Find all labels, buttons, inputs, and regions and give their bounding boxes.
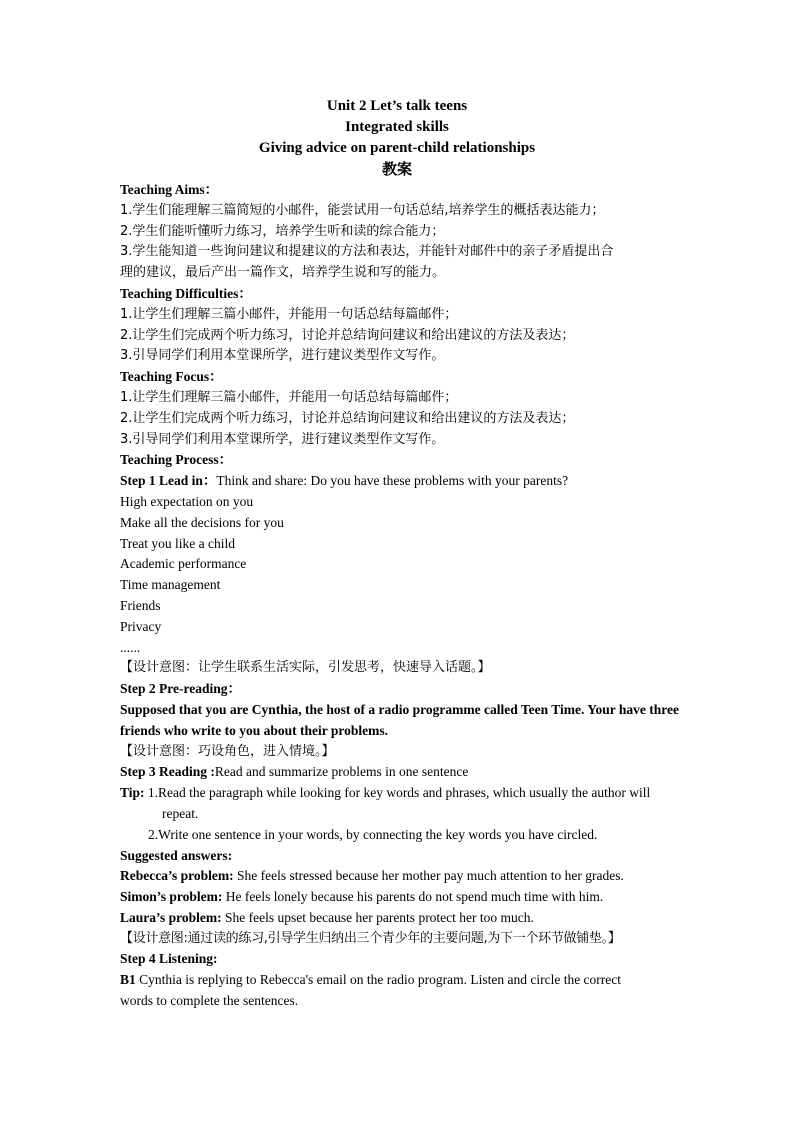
b1-text: Cynthia is replying to Rebecca's email on the radio program. Listen and circle the correct xyxy=(139,972,622,988)
document-body xyxy=(120,180,690,1012)
answer-rebecca xyxy=(120,866,690,887)
aims-item-3-cont: 理的建议，最后产出一篇作文，培养学生说和写的能力。 xyxy=(120,265,446,281)
design-intent-1: 【设计意图：让学生联系生活实际，引发思考，快速导入话题。】 xyxy=(120,660,491,676)
step3-line xyxy=(120,762,690,783)
b1-continuation: words to complete the sentences. xyxy=(120,993,299,1009)
answer-text: She feels upset because her parents protect her too much. xyxy=(225,909,534,925)
aims-item-1: 1.学生们能理解三篇简短的小邮件，能尝试用一句话总结,培养学生的概括表达能力； xyxy=(120,202,605,218)
tip-2-text: 2.Write one sentence in your words, by connecting the key words you have circled. xyxy=(148,826,598,842)
step2-text: Supposed that you are Cynthia, the host of a radio programme called Teen Time. Your have three friends who write to you about their problems. xyxy=(120,701,680,738)
answer-simon xyxy=(120,887,690,908)
focus-heading: Teaching Focus： xyxy=(120,369,223,385)
design-intent-3: 【设计意图:通过读的练习,引导学生归纳出三个青少年的主要问题,为下一个环节做铺垫。】 xyxy=(120,930,621,946)
step4-label: Step 4 Listening: xyxy=(120,951,218,967)
section-title: Integrated skills xyxy=(345,119,449,135)
problem-item-ellipsis: ...... xyxy=(120,639,141,655)
suggested-answers-heading: Suggested answers: xyxy=(120,847,233,863)
step1-label: Step 1 Lead in： xyxy=(120,473,217,489)
problem-item-4: Academic performance xyxy=(120,556,247,572)
difficulties-item-2: 2.让学生们完成两个听力练习，讨论并总结询问建议和给出建议的方法及表达； xyxy=(120,327,575,343)
answer-text: He feels lonely because his parents do not spend much time with him. xyxy=(225,889,604,905)
difficulties-item-3: 3.引导同学们利用本堂课所学，进行建议类型作文写作。 xyxy=(120,348,445,364)
topic-title: Giving advice on parent-child relationships xyxy=(258,140,536,156)
b1-label: B1 xyxy=(120,972,140,988)
answer-text: She feels stressed because her mother pay much attention to her grades. xyxy=(236,868,624,884)
problem-item-5: Time management xyxy=(120,577,221,593)
step2-label: Step 2 Pre-reading： xyxy=(120,681,241,697)
step3-text: Read and summarize problems in one sentence xyxy=(214,764,469,780)
design-intent-2: 【设计意图：巧设角色，进入情境。】 xyxy=(120,743,335,759)
tip-label: Tip: xyxy=(120,785,148,801)
step1-line xyxy=(120,471,690,492)
document-title-block xyxy=(0,96,794,180)
problem-item-2: Make all the decisions for you xyxy=(120,514,284,530)
tip-1-text: 1.Read the paragraph while looking for key words and phrases, which usually the author will xyxy=(147,785,651,801)
tip-1-continuation: repeat. xyxy=(162,805,199,821)
step1-text: Think and share: Do you have these problems with your parents? xyxy=(216,473,569,489)
lesson-plan-title: 教案 xyxy=(381,160,412,178)
problem-item-7: Privacy xyxy=(120,618,162,634)
problem-item-1: High expectation on you xyxy=(120,493,254,509)
process-heading: Teaching Process： xyxy=(120,452,233,468)
answer-label: Simon’s problem: xyxy=(120,889,226,905)
tip-line-1 xyxy=(120,783,690,804)
focus-item-3: 3.引导同学们利用本堂课所学，进行建议类型作文写作。 xyxy=(120,431,445,447)
difficulties-item-1: 1.让学生们理解三篇小邮件，并能用一句话总结每篇邮件； xyxy=(120,306,458,322)
aims-item-2: 2.学生们能听懂听力练习，培养学生听和读的综合能力； xyxy=(120,223,445,239)
difficulties-heading: Teaching Difficulties： xyxy=(120,285,252,301)
answer-label: Rebecca’s problem: xyxy=(120,868,237,884)
answer-label: Laura’s problem: xyxy=(120,909,226,925)
answer-laura xyxy=(120,908,690,929)
aims-item-3: 3.学生能知道一些询问建议和提建议的方法和表达，并能针对邮件中的亲子矛盾提出合 xyxy=(120,244,614,260)
problem-item-3: Treat you like a child xyxy=(120,535,235,551)
focus-item-2: 2.让学生们完成两个听力练习，讨论并总结询问建议和给出建议的方法及表达； xyxy=(120,410,575,426)
step3-label: Step 3 Reading : xyxy=(120,764,215,780)
b1-line xyxy=(120,970,690,991)
unit-title: Unit 2 Let’s talk teens xyxy=(326,98,468,114)
problem-item-6: Friends xyxy=(120,597,161,613)
aims-heading: Teaching Aims： xyxy=(120,182,219,197)
focus-item-1: 1.让学生们理解三篇小邮件，并能用一句话总结每篇邮件； xyxy=(120,389,458,405)
